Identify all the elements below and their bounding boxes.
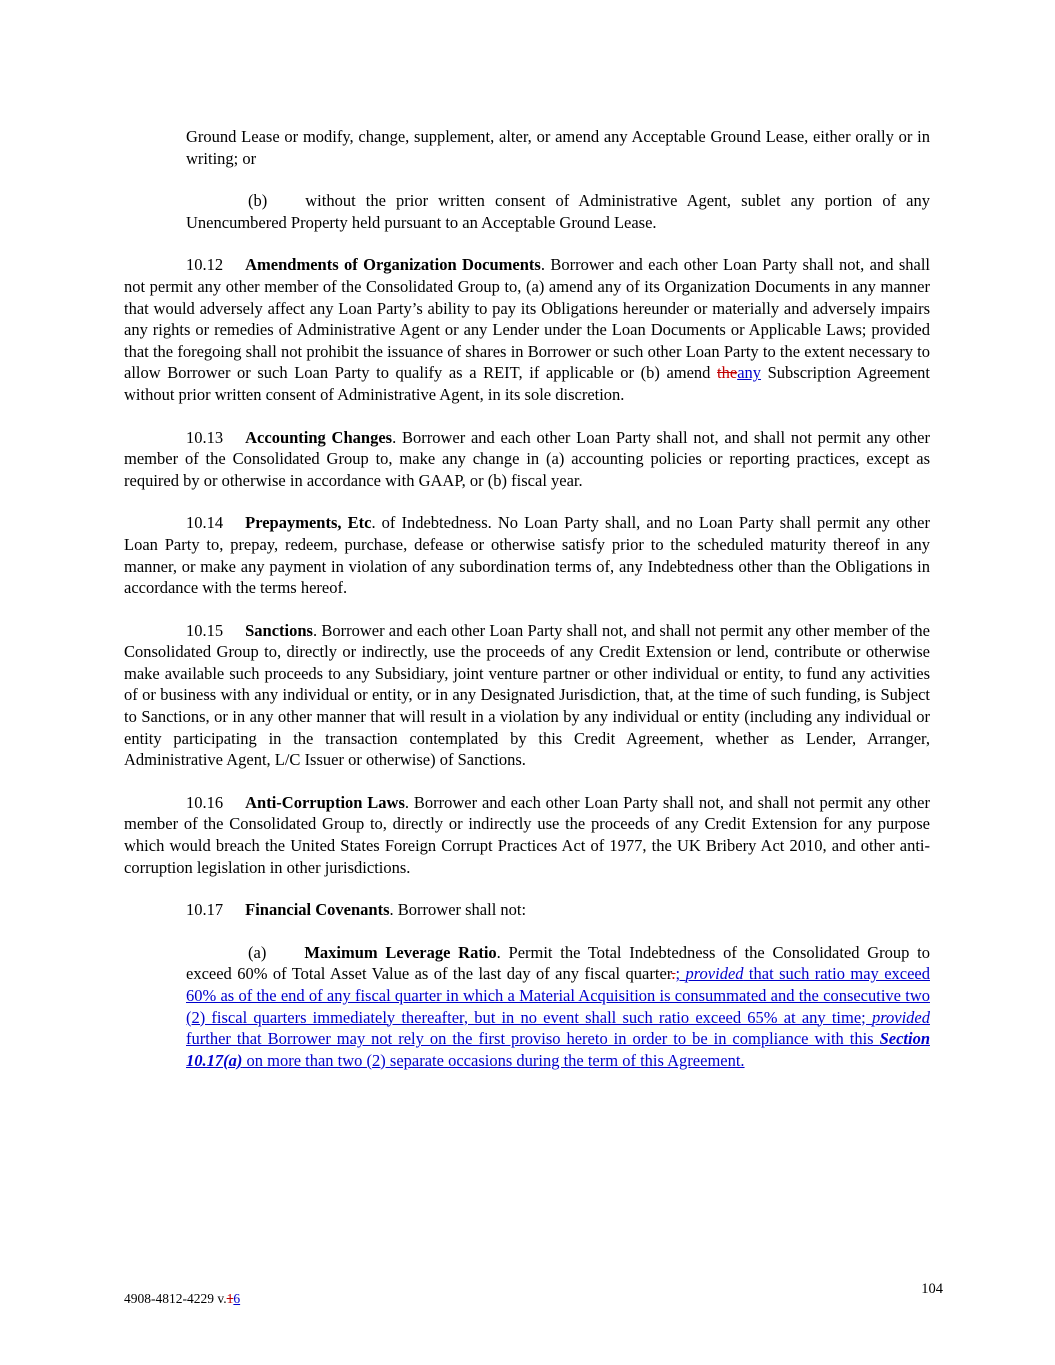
section-10-12-amendments: [124, 254, 930, 405]
text-run: the: [717, 363, 738, 383]
clause-b-sublet: [186, 190, 930, 233]
text-run: . of Indebtedness. No Loan Party shall, and no Loan Party shall permit any other Loan Party to, prepay, redeem, purchase, defease or otherwise satisfy prior to the scheduled maturity thereof in any manner, or make any payment in violation of any subordination terms of, any Indebtedness other than the Obligations in accordance with the terms hereof.: [124, 513, 930, 598]
section-10-15-sanctions: [124, 620, 930, 771]
section-10-13-accounting-changes: [124, 427, 930, 492]
text-run: provided: [871, 1007, 930, 1027]
text-run: . Borrower shall not:: [389, 900, 527, 920]
text-run: on more than two (2) separate occasions during the term of this Agreement.: [242, 1050, 745, 1070]
text-run: 6: [233, 1291, 241, 1306]
text-run: (a): [248, 942, 267, 962]
text-run: Ground Lease or modify, change, supplement, alter, or amend any Acceptable Ground Lease, either orally or in writing; or: [186, 127, 930, 168]
clause-a-maximum-leverage-ratio: [186, 942, 930, 1072]
text-run: Anti-Corruption Laws: [245, 792, 405, 812]
text-run: Accounting Changes: [245, 427, 393, 447]
text-run: . Permit the Total Indebtedness of the Consolidated Group to exceed 60% of Total Asset Value as of the last day of any fiscal quarter: [186, 942, 930, 984]
text-run: any: [737, 363, 762, 383]
text-run: without the prior written consent of Administrative Agent, sublet any portion of any Unencumbered Property held pursuant to an Acceptable Ground Lease.: [186, 191, 930, 232]
text-run: Prepayments, Etc: [245, 513, 372, 533]
text-run: . Borrower and each other Loan Party shall not, and shall not permit any other member of the Consolidated Group to, (a) amend any of its Organization Documents in any manner that would adversely affect any Loan Party’s ability to pay its Obligations hereunder or materially and adversely impairs any rights or remedies of Administrative Agent or any Lender under the Loan Documents or Applicable Laws; provided that the foregoing shall not prohibit the issuance of shares in Borrower or such other Loan Party to the extent necessary to allow Borrower or such Loan Party to qualify as a REIT, if applicable or (b) amend: [124, 255, 930, 383]
page-number: 104: [921, 1281, 943, 1297]
text-run: further that Borrower may not rely on the first proviso hereto in order to be in compliance with this: [186, 1029, 880, 1049]
text-run: Financial Covenants: [245, 900, 390, 920]
text-run: 1: [226, 1291, 234, 1306]
text-run: Section 10.17(a): [186, 1029, 930, 1070]
section-10-14-prepayments: [124, 512, 930, 598]
text-run: ;: [675, 964, 686, 984]
text-run: 10.16: [186, 792, 224, 812]
text-run: 10.17: [186, 900, 224, 920]
text-run: provided: [685, 964, 744, 984]
text-run: . Borrower and each other Loan Party shall not, and shall not permit any other member of the Consolidated Group to, directly or indirectly, use the proceeds of any Credit Extension or lend, contribute or otherwise make available such proceeds to any Subsidiary, joint venture partner or other individual or entity, to fund any activities of or business with any individual or entity, or in any Designated Jurisdiction, that, at the time of such funding, is Subject to Sanctions, or in any other manner that will result in a violation by any individual or entity (including any individual or entity participating in the transaction contemplated by this Credit Agreement, whether as Lender, Arranger, Administrative Agent, L/C Issuer or otherwise) of Sanctions.: [124, 620, 930, 770]
text-run: 4908-4812-4229 v.: [124, 1291, 227, 1306]
text-run: Amendments of Organization Documents: [245, 255, 541, 275]
footer-document-id: [124, 1290, 240, 1307]
text-run: Maximum Leverage Ratio: [304, 942, 497, 962]
section-10-17-financial-covenants: [124, 899, 930, 921]
text-run: 10.13: [186, 427, 224, 447]
text-run: .: [671, 964, 676, 984]
paragraph-ground-lease-continuation: [186, 126, 930, 169]
text-run: 10.15: [186, 620, 224, 640]
text-run: . Borrower and each other Loan Party shall not, and shall not permit any other member of the Consolidated Group to, make any change in (a) accounting policies or reporting practices, except as required by or otherwise in accordance with GAAP, or (b) fiscal year.: [124, 427, 930, 490]
text-run: that such ratio may exceed 60% as of the end of any fiscal quarter in which a Material Acquisition is consummated and the consecutive two (2) fiscal quarters immediately thereafter, but in no event shall such ratio exceed 65% at any time;: [186, 964, 930, 1027]
text-run: Subscription Agreement without prior written consent of Administrative Agent, in its sole discretion.: [124, 363, 930, 404]
section-10-16-anti-corruption: [124, 792, 930, 878]
text-run: . Borrower and each other Loan Party shall not, and shall not permit any other member of the Consolidated Group to, directly or indirectly use the proceeds of any Credit Extension for any purpose which would breach the United States Foreign Corrupt Practices Act of 1977, the UK Bribery Act 2010, and other anti-corruption legislation in other jurisdictions.: [124, 792, 930, 877]
text-run: 10.14: [186, 513, 224, 533]
text-run: Sanctions: [245, 620, 313, 640]
text-run: (b): [248, 191, 268, 211]
page-body: [124, 126, 930, 1092]
text-run: 10.12: [186, 255, 224, 275]
